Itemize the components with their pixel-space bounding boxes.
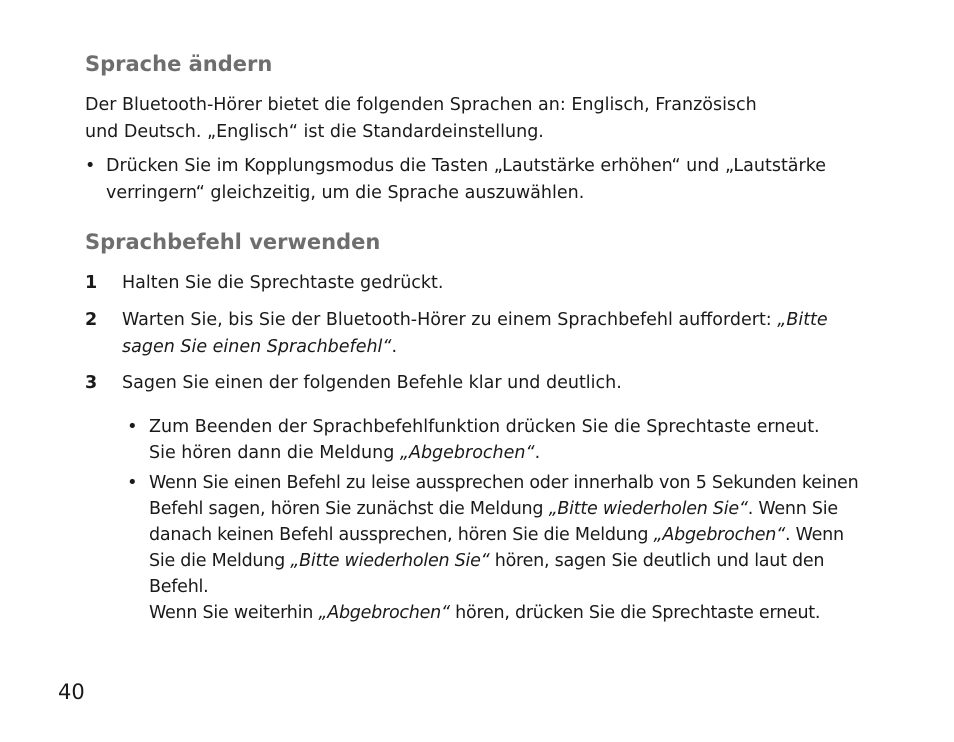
step-text-2 xyxy=(122,307,882,361)
sub-text: danach keinen Befehl aussprechen, hören Sie die Meldung xyxy=(149,525,654,545)
sub-text: . xyxy=(534,443,541,463)
sub-text: . Wenn Sie xyxy=(747,499,838,519)
sub-line: Wenn Sie einen Befehl zu leise aussprechen oder innerhalb von 5 Sekunden keinen xyxy=(149,473,859,493)
sub-line: Befehl. xyxy=(149,577,209,597)
sub-italic: „Abgebrochen“ xyxy=(399,443,535,463)
step-text: Warten Sie, bis Sie der Bluetooth-Hörer zu einem Sprachbefehl auffordert: xyxy=(122,310,778,330)
paragraph-languages xyxy=(85,92,885,146)
sub-bullet-marker: • xyxy=(127,472,138,493)
step-italic: sagen Sie einen Sprachbefehl“ xyxy=(122,337,392,357)
sub-text: . Wenn xyxy=(784,525,844,545)
sub-text: Wenn Sie weiterhin xyxy=(149,603,319,623)
bullet-line: verringern“ gleichzeitig, um die Sprache auszuwählen. xyxy=(106,183,585,203)
step-number-1: 1 xyxy=(85,273,98,293)
sub-italic: „Bitte wiederholen Sie“ xyxy=(290,551,490,571)
sub-text: Befehl sagen, hören Sie zunächst die Meldung xyxy=(149,499,549,519)
sub-text: hören, sagen Sie deutlich und laut den xyxy=(489,551,825,571)
bullet-line: Drücken Sie im Kopplungsmodus die Tasten „Lautstärke erhöhen“ und „Lautstärke xyxy=(106,156,826,176)
step-number-3: 3 xyxy=(85,373,98,393)
sub-text: hören, drücken Sie die Sprechtaste erneut. xyxy=(449,603,821,623)
section-heading-sprache: Sprache ändern xyxy=(85,52,273,76)
bullet-marker: • xyxy=(85,156,96,176)
page-number: 40 xyxy=(58,680,85,704)
section-heading-sprachbefehl: Sprachbefehl verwenden xyxy=(85,230,381,254)
bullet-text-language-select xyxy=(106,153,886,207)
step-text-3: Sagen Sie einen der folgenden Befehle klar und deutlich. xyxy=(122,373,622,393)
step-number-2: 2 xyxy=(85,310,98,330)
sub-text: Sie hören dann die Meldung xyxy=(149,443,400,463)
paragraph-line: Der Bluetooth-Hörer bietet die folgenden Sprachen an: Englisch, Französisch xyxy=(85,95,757,115)
sub-bullet-text-1 xyxy=(149,414,879,466)
step-text-1: Halten Sie die Sprechtaste gedrückt. xyxy=(122,273,444,293)
sub-italic: „Abgebrochen“ xyxy=(318,603,450,623)
sub-bullet-marker: • xyxy=(127,416,138,437)
step-text: . xyxy=(391,337,398,357)
sub-text: Sie die Meldung xyxy=(149,551,291,571)
sub-line: Zum Beenden der Sprachbefehlfunktion drücken Sie die Sprechtaste erneut. xyxy=(149,417,820,437)
paragraph-line: und Deutsch. „Englisch“ ist die Standardeinstellung. xyxy=(85,122,544,142)
step-italic: „Bitte xyxy=(777,310,828,330)
sub-bullet-text-2 xyxy=(149,470,879,626)
sub-italic: „Bitte wiederholen Sie“ xyxy=(548,499,748,519)
sub-italic: „Abgebrochen“ xyxy=(653,525,785,545)
